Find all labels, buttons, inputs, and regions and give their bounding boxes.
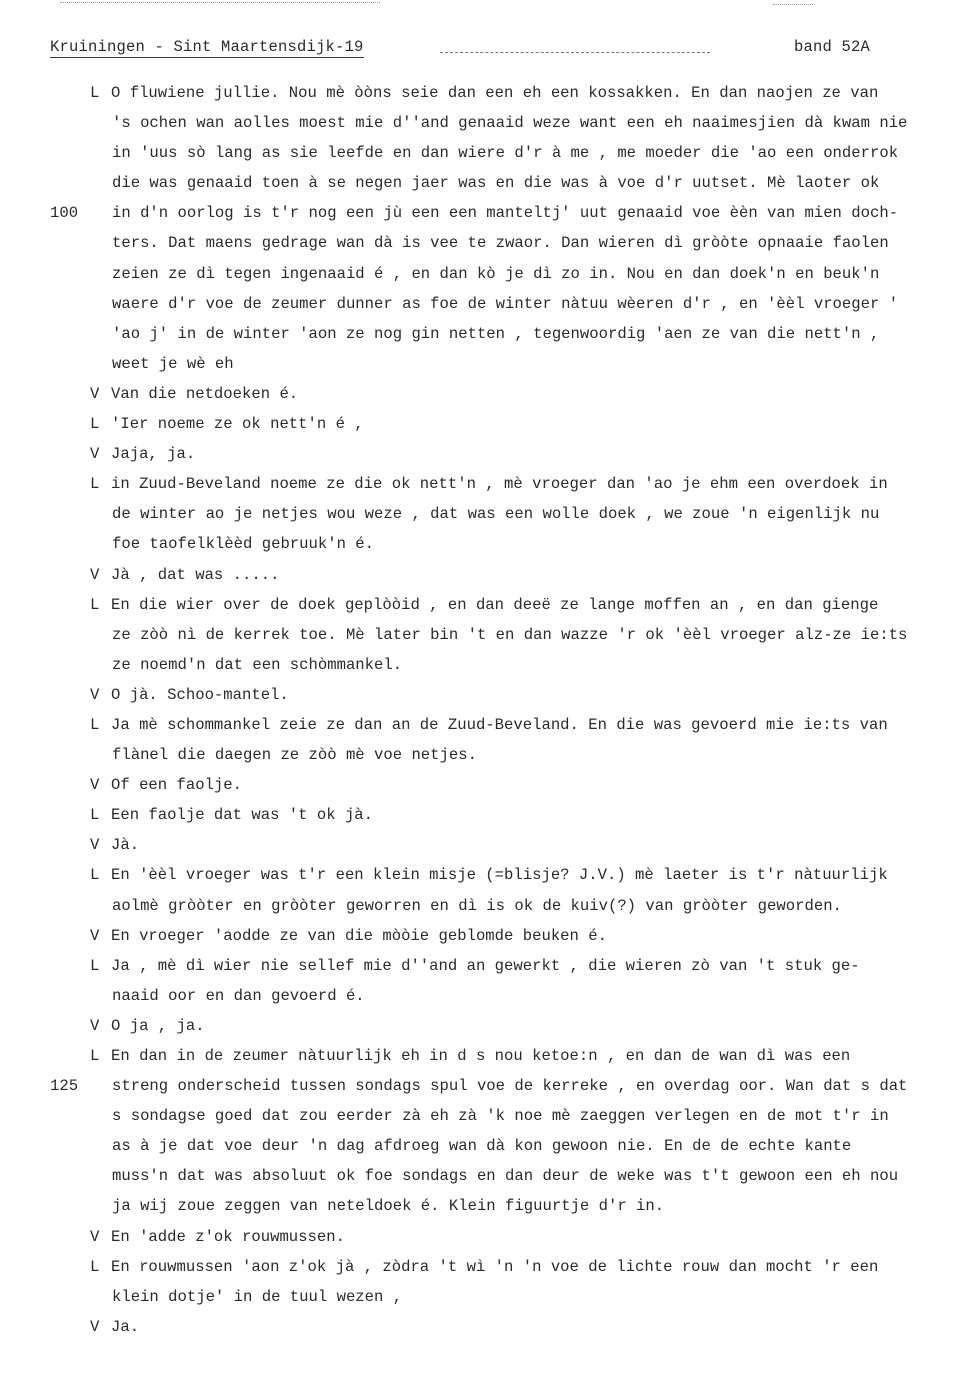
line-text: Jà , dat was ..... xyxy=(111,565,280,584)
speaker-turn xyxy=(0,469,973,559)
speaker-turn xyxy=(0,560,973,590)
transcript-line xyxy=(0,108,973,138)
line-text: waere d'r voe de zeumer dunner as foe de winter nàtuu wèeren d'r , en 'èèl vroeger ' xyxy=(112,294,899,313)
transcript-line xyxy=(0,1041,973,1071)
transcript-line xyxy=(0,740,973,770)
transcript-line xyxy=(0,891,973,921)
line-text: En 'èèl vroeger was t'r een klein misje (=blisje? J.V.) mè laeter is t'r nàtuurlijk xyxy=(111,866,888,885)
line-text: ze noemd'n dat een schòmmankel. xyxy=(112,655,403,674)
line-text: aolmè gròòter en gròòter geworren en dì is ok de kuiv(?) van gròòter geworden. xyxy=(112,896,842,915)
line-text: Ja mè schommankel zeie ze dan an de Zuud-Beveland. En die was gevoerd mie ie:ts van xyxy=(111,715,888,734)
line-text: Van die netdoeken é. xyxy=(111,384,299,403)
speaker-turn xyxy=(0,770,973,800)
line-text: O fluwiene jullie. Nou mè òòns seie dan een eh een kossakken. En dan naojen ze van xyxy=(111,84,879,102)
speaker-label: L xyxy=(90,866,100,885)
transcript-line xyxy=(0,168,973,198)
transcript-line xyxy=(0,469,973,499)
speaker-turn xyxy=(0,800,973,830)
transcript-line xyxy=(0,1191,973,1221)
speaker-turn xyxy=(0,1252,973,1312)
speaker-label: L xyxy=(90,715,100,734)
header-title: Kruiningen - Sint Maartensdijk-19 xyxy=(50,38,364,56)
transcript-line xyxy=(0,1011,973,1041)
line-text: ja wij zoue zeggen van neteldoek é. Klein figuurtje d'r in. xyxy=(112,1197,665,1216)
line-text: O ja , ja. xyxy=(111,1016,205,1035)
transcript-line xyxy=(0,319,973,349)
speaker-label: V xyxy=(90,445,100,464)
line-text: En die wier over de doek geplòòid , en dan deeë ze lange moffen an , en dan gienge xyxy=(111,595,879,614)
transcript-line xyxy=(0,951,973,981)
speaker-turn xyxy=(0,921,973,951)
transcript-line xyxy=(0,1252,973,1282)
transcript-line xyxy=(0,770,973,800)
line-text: muss'n dat was absoluut ok foe sondags en dan deur de weke was t't gewoon een eh nou xyxy=(112,1167,899,1186)
transcript-line xyxy=(0,379,973,409)
speaker-turn xyxy=(0,860,973,920)
speaker-label: L xyxy=(90,1257,100,1276)
line-text: weet je wè eh xyxy=(112,354,234,373)
line-text: in Zuud-Beveland noeme ze die ok nett'n , mè vroeger dan 'ao je ehm een overdoek in xyxy=(111,475,888,494)
transcript-line xyxy=(0,78,973,108)
line-text: Een faolje dat was 't ok jà. xyxy=(111,806,374,825)
line-text: streng onderscheid tussen sondags spul voe de kerreke , en overdag oor. Wan dat s dat xyxy=(112,1077,908,1096)
transcript-line xyxy=(0,499,973,529)
speaker-turn xyxy=(0,78,973,379)
speaker-label: V xyxy=(90,384,100,403)
line-text: as à je dat voe deur 'n dag afdroeg wan dà kon gewoon nie. En de de echte kante xyxy=(112,1137,852,1156)
speaker-turn xyxy=(0,830,973,860)
transcript-line xyxy=(0,228,973,258)
transcript-line xyxy=(0,800,973,830)
line-text: En rouwmussen 'aon z'ok jà , zòdra 't wì 'n 'n voe de lichte rouw dan mocht 'r een xyxy=(111,1257,879,1276)
line-text: Jaja, ja. xyxy=(111,445,196,464)
speaker-label: L xyxy=(90,595,100,614)
speaker-turn xyxy=(0,409,973,439)
line-text: 's ochen wan aolles moest mie d''and genaaid weze want een eh naaimesjien dà kwam nie xyxy=(112,114,908,133)
line-text: En 'adde z'ok rouwmussen. xyxy=(111,1227,345,1246)
transcript-line xyxy=(0,1101,973,1131)
line-text: in d'n oorlog is t'r nog een jù een een manteltj' uut genaaid voe èèn van mien doch- xyxy=(112,204,899,223)
line-text: s sondagse goed dat zou eerder zà eh zà 'k noe mè zaeggen verlegen en de mot t'r in xyxy=(112,1107,889,1126)
line-text: flànel die daegen ze zòò mè voe netjes. xyxy=(112,746,477,765)
speaker-turn xyxy=(0,1222,973,1252)
speaker-label: V xyxy=(90,565,100,584)
transcript-line xyxy=(0,1222,973,1252)
speaker-label: L xyxy=(90,806,100,825)
transcript-line xyxy=(0,1161,973,1191)
transcript-line xyxy=(0,981,973,1011)
line-number: 100 xyxy=(50,204,79,223)
speaker-turn xyxy=(0,379,973,409)
line-text: 'Ier noeme ze ok nett'n é , xyxy=(111,415,364,434)
header-band: band 52A xyxy=(793,38,870,56)
transcript-line xyxy=(0,680,973,710)
speaker-label: V xyxy=(90,1317,100,1336)
speaker-label: L xyxy=(90,956,100,975)
line-text: Of een faolje. xyxy=(111,776,243,795)
transcript-line xyxy=(0,1312,973,1342)
line-text: Ja , mè dì wier nie sellef mie d''and an gewerkt , die wieren zò van 't stuk ge- xyxy=(111,956,860,975)
line-text: de winter ao je netjes wou weze , dat was een wolle doek , we zoue 'n eigenlijk nu xyxy=(112,505,880,524)
transcript-line xyxy=(0,349,973,379)
transcript-line xyxy=(0,620,973,650)
transcript-line xyxy=(0,590,973,620)
line-text: klein dotje' in de tuul wezen , xyxy=(112,1287,403,1306)
header-dashed-rule xyxy=(440,52,710,53)
speaker-label: V xyxy=(90,926,100,945)
transcript-line xyxy=(0,529,973,559)
line-text: 'ao j' in de winter 'aon ze nog gin netten , tegenwoordig 'aen ze van die nett'n , xyxy=(112,324,880,343)
transcript-line xyxy=(0,650,973,680)
transcript-line xyxy=(0,138,973,168)
line-text: in 'uus sò lang as sie leefde en dan wiere d'r à me , me moeder die 'ao een onderrok xyxy=(112,144,899,163)
speaker-label: L xyxy=(90,415,100,434)
transcript-line xyxy=(0,1071,973,1101)
transcript-line xyxy=(0,409,973,439)
line-text: O jà. Schoo-mantel. xyxy=(111,685,289,704)
transcript-line xyxy=(0,259,973,289)
speaker-turn xyxy=(0,680,973,710)
transcript-line xyxy=(0,921,973,951)
speaker-label: V xyxy=(90,685,100,704)
speaker-label: V xyxy=(90,1227,100,1246)
transcript-line xyxy=(0,1282,973,1312)
transcript-line xyxy=(0,710,973,740)
line-text: En dan in de zeumer nàtuurlijk eh in d s nou ketoe:n , en dan de wan dì was een xyxy=(111,1047,851,1065)
line-text: Jà. xyxy=(111,836,140,855)
line-number: 125 xyxy=(50,1077,79,1096)
speaker-label: V xyxy=(90,836,100,855)
line-text: naaid oor en dan gevoerd é. xyxy=(112,986,365,1005)
line-text: foe taofelklèèd gebruuk'n é. xyxy=(112,535,375,554)
speaker-label: V xyxy=(90,776,100,795)
speaker-turn xyxy=(0,710,973,770)
transcript-line xyxy=(0,439,973,469)
page-header xyxy=(50,38,940,64)
speaker-turn xyxy=(0,1041,973,1222)
transcript-line xyxy=(0,560,973,590)
speaker-turn xyxy=(0,1312,973,1342)
speaker-turn xyxy=(0,1011,973,1041)
transcript-body xyxy=(0,78,973,1342)
speaker-label: L xyxy=(90,84,100,102)
line-text: zeien ze dì tegen ingenaaid é , en dan kò je dì zo in. Nou en dan doek'n en beuk'n xyxy=(112,264,880,283)
transcript-line xyxy=(0,289,973,319)
speaker-turn xyxy=(0,951,973,1011)
transcript-line xyxy=(0,830,973,860)
speaker-label: V xyxy=(90,1016,100,1035)
top-dotted-rule xyxy=(60,2,380,11)
top-dotted-rule-right xyxy=(773,4,813,5)
line-text: Ja. xyxy=(111,1317,140,1336)
speaker-label: L xyxy=(90,1047,100,1065)
speaker-turn xyxy=(0,439,973,469)
speaker-label: L xyxy=(90,475,100,494)
transcript-line xyxy=(0,860,973,890)
line-text: ters. Dat maens gedrage wan dà is vee te zwaor. Dan wieren dì gròòte opnaaie faolen xyxy=(112,234,889,253)
line-text: ze zòò nì de kerrek toe. Mè later bin 't en dan wazze 'r ok 'èèl vroeger alz-ze ie:ts xyxy=(112,625,908,644)
line-text: En vroeger 'aodde ze van die mòòie geblomde beuken é. xyxy=(111,926,607,945)
transcript-line xyxy=(0,1131,973,1161)
speaker-turn xyxy=(0,590,973,680)
line-text: die was genaaid toen à se negen jaer was en die was à voe d'r uutset. Mè laoter ok xyxy=(112,174,880,193)
transcript-line xyxy=(0,198,973,228)
